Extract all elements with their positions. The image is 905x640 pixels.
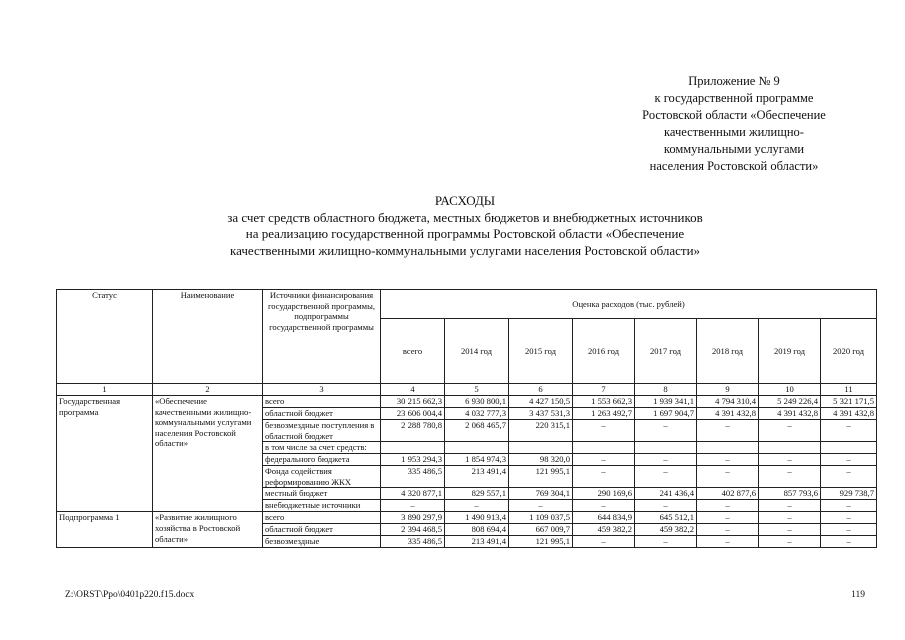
value-cell: 2 288 780,8: [381, 420, 445, 442]
value-cell: 857 793,6: [759, 488, 821, 500]
value-cell: –: [573, 500, 635, 512]
title-line: на реализацию государственной программы Ростовской области «Обеспечение: [245, 226, 685, 241]
value-cell: –: [759, 536, 821, 548]
value-cell: 402 877,6: [697, 488, 759, 500]
table-body: [57, 396, 877, 548]
value-cell: 3 437 531,3: [509, 408, 573, 420]
header-total: всего: [381, 319, 445, 384]
header-name: Наименование: [153, 290, 263, 384]
value-cell: 4 391 432,8: [697, 408, 759, 420]
value-cell: 1 490 913,4: [445, 512, 509, 524]
value-cell: –: [821, 466, 877, 488]
header-year: 2019 год: [759, 319, 821, 384]
row-source: безвозмездные: [263, 536, 381, 548]
value-cell: 644 834,9: [573, 512, 635, 524]
appendix-note: [619, 73, 849, 175]
value-cell: 1 263 492,7: [573, 408, 635, 420]
value-cell: –: [759, 524, 821, 536]
row-source: всего: [263, 512, 381, 524]
column-number: 2: [153, 384, 263, 396]
value-cell: 4 391 432,8: [759, 408, 821, 420]
value-cell: 98 320,0: [509, 454, 573, 466]
title-line: качественными жилищно-коммунальными услугами населения Ростовской области»: [229, 242, 701, 258]
value-cell: [635, 442, 697, 454]
table-row: [57, 512, 877, 524]
value-cell: 1 553 662,3: [573, 396, 635, 408]
value-cell: 6 930 800,1: [445, 396, 509, 408]
row-source: в том числе за счет средств:: [263, 442, 381, 454]
value-cell: –: [821, 524, 877, 536]
value-cell: [697, 442, 759, 454]
row-status: Государственная программа: [57, 396, 153, 512]
value-cell: 929 738,7: [821, 488, 877, 500]
value-cell: –: [821, 500, 877, 512]
value-cell: –: [573, 420, 635, 442]
value-cell: 3 890 297,9: [381, 512, 445, 524]
value-cell: –: [635, 454, 697, 466]
value-cell: 829 557,1: [445, 488, 509, 500]
header-year: 2018 год: [697, 319, 759, 384]
value-cell: –: [509, 500, 573, 512]
header-year: 2015 год: [509, 319, 573, 384]
value-cell: 459 382,2: [635, 524, 697, 536]
value-cell: 808 694,4: [445, 524, 509, 536]
value-cell: 241 436,4: [635, 488, 697, 500]
row-source: местный бюджет: [263, 488, 381, 500]
appendix-line: населения Ростовской области»: [649, 159, 819, 173]
header-year: 2017 год: [635, 319, 697, 384]
header-year: 2020 год: [821, 319, 877, 384]
value-cell: [381, 442, 445, 454]
value-cell: 335 486,5: [381, 536, 445, 548]
row-status: Подпрограмма 1: [57, 512, 153, 548]
value-cell: –: [821, 420, 877, 442]
value-cell: [759, 442, 821, 454]
value-cell: 335 486,5: [381, 466, 445, 488]
value-cell: 645 512,1: [635, 512, 697, 524]
value-cell: 30 215 662,3: [381, 396, 445, 408]
row-source: внебюджетные источники: [263, 500, 381, 512]
row-source: безвозмездные поступления в областной бюджет: [263, 420, 381, 442]
appendix-line: Ростовской области «Обеспечение: [642, 108, 826, 122]
value-cell: 4 391 432,8: [821, 408, 877, 420]
value-cell: –: [697, 536, 759, 548]
value-cell: 1 854 974,3: [445, 454, 509, 466]
value-cell: 667 009,7: [509, 524, 573, 536]
title-line: за счет средств областного бюджета, местных бюджетов и внебюджетных источников: [227, 209, 703, 225]
value-cell: 1 697 904,7: [635, 408, 697, 420]
value-cell: –: [759, 512, 821, 524]
value-cell: –: [697, 500, 759, 512]
value-cell: –: [635, 466, 697, 488]
header-year: 2014 год: [445, 319, 509, 384]
value-cell: 5 249 226,4: [759, 396, 821, 408]
value-cell: –: [759, 500, 821, 512]
column-number: 6: [509, 384, 573, 396]
title-line: РАСХОДЫ: [434, 193, 496, 208]
value-cell: 459 382,2: [573, 524, 635, 536]
value-cell: 5 321 171,5: [821, 396, 877, 408]
value-cell: 4 427 150,5: [509, 396, 573, 408]
value-cell: 1 109 037,5: [509, 512, 573, 524]
value-cell: 769 304,1: [509, 488, 573, 500]
value-cell: 23 606 004,4: [381, 408, 445, 420]
value-cell: –: [697, 512, 759, 524]
header-row: [57, 290, 877, 319]
column-number: 1: [57, 384, 153, 396]
value-cell: 1 939 341,1: [635, 396, 697, 408]
appendix-line: к государственной программе: [654, 91, 814, 105]
value-cell: 213 491,4: [445, 466, 509, 488]
value-cell: –: [635, 420, 697, 442]
value-cell: 121 995,1: [509, 536, 573, 548]
header-status: Статус: [57, 290, 153, 384]
value-cell: –: [821, 536, 877, 548]
row-source: федерального бюджета: [263, 454, 381, 466]
value-cell: –: [635, 536, 697, 548]
value-cell: –: [573, 536, 635, 548]
value-cell: [445, 442, 509, 454]
column-number: 5: [445, 384, 509, 396]
appendix-line: коммунальными услугами: [663, 142, 805, 156]
row-name: «Развитие жилищного хозяйства в Ростовской области»: [153, 512, 263, 548]
column-number: 9: [697, 384, 759, 396]
value-cell: [821, 442, 877, 454]
value-cell: –: [381, 500, 445, 512]
expenses-table: [56, 289, 877, 548]
value-cell: –: [445, 500, 509, 512]
value-cell: –: [635, 500, 697, 512]
row-source: областной бюджет: [263, 524, 381, 536]
header-source: Источники финансирования государственной программы, подпрограммы государственной программы: [263, 290, 381, 384]
row-source: всего: [263, 396, 381, 408]
value-cell: –: [821, 512, 877, 524]
column-number: 11: [821, 384, 877, 396]
value-cell: –: [759, 466, 821, 488]
value-cell: [573, 442, 635, 454]
value-cell: 4 032 777,3: [445, 408, 509, 420]
value-cell: –: [573, 466, 635, 488]
value-cell: –: [697, 454, 759, 466]
column-number: 8: [635, 384, 697, 396]
value-cell: –: [697, 420, 759, 442]
value-cell: 2 394 468,5: [381, 524, 445, 536]
value-cell: 213 491,4: [445, 536, 509, 548]
column-number: 4: [381, 384, 445, 396]
value-cell: 220 315,1: [509, 420, 573, 442]
appendix-line: Приложение № 9: [688, 74, 780, 88]
value-cell: 1 953 294,3: [381, 454, 445, 466]
header-year: 2016 год: [573, 319, 635, 384]
value-cell: –: [821, 454, 877, 466]
value-cell: 290 169,6: [573, 488, 635, 500]
value-cell: 4 794 310,4: [697, 396, 759, 408]
column-number: 7: [573, 384, 635, 396]
column-number-row: [57, 384, 877, 396]
value-cell: [509, 442, 573, 454]
row-source: Фонда содействия реформированию ЖКХ: [263, 466, 381, 488]
row-source: областной бюджет: [263, 408, 381, 420]
value-cell: 4 320 877,1: [381, 488, 445, 500]
column-number: 10: [759, 384, 821, 396]
value-cell: –: [759, 420, 821, 442]
document-title: [120, 193, 810, 259]
appendix-line: качественными жилищно-: [664, 125, 804, 139]
value-cell: –: [759, 454, 821, 466]
file-path: Z:\ORST\Ppo\0401p220.f15.docx: [65, 590, 195, 600]
table-row: [57, 396, 877, 408]
value-cell: 2 068 465,7: [445, 420, 509, 442]
value-cell: –: [697, 524, 759, 536]
column-number: 3: [263, 384, 381, 396]
page-number: 119: [851, 590, 865, 600]
value-cell: –: [697, 466, 759, 488]
row-name: «Обеспечение качественными жилищно-коммунальными услугами населения Ростовской области»: [153, 396, 263, 512]
value-cell: –: [573, 454, 635, 466]
header-estimate: Оценка расходов (тыс. рублей): [381, 290, 877, 319]
value-cell: 121 995,1: [509, 466, 573, 488]
